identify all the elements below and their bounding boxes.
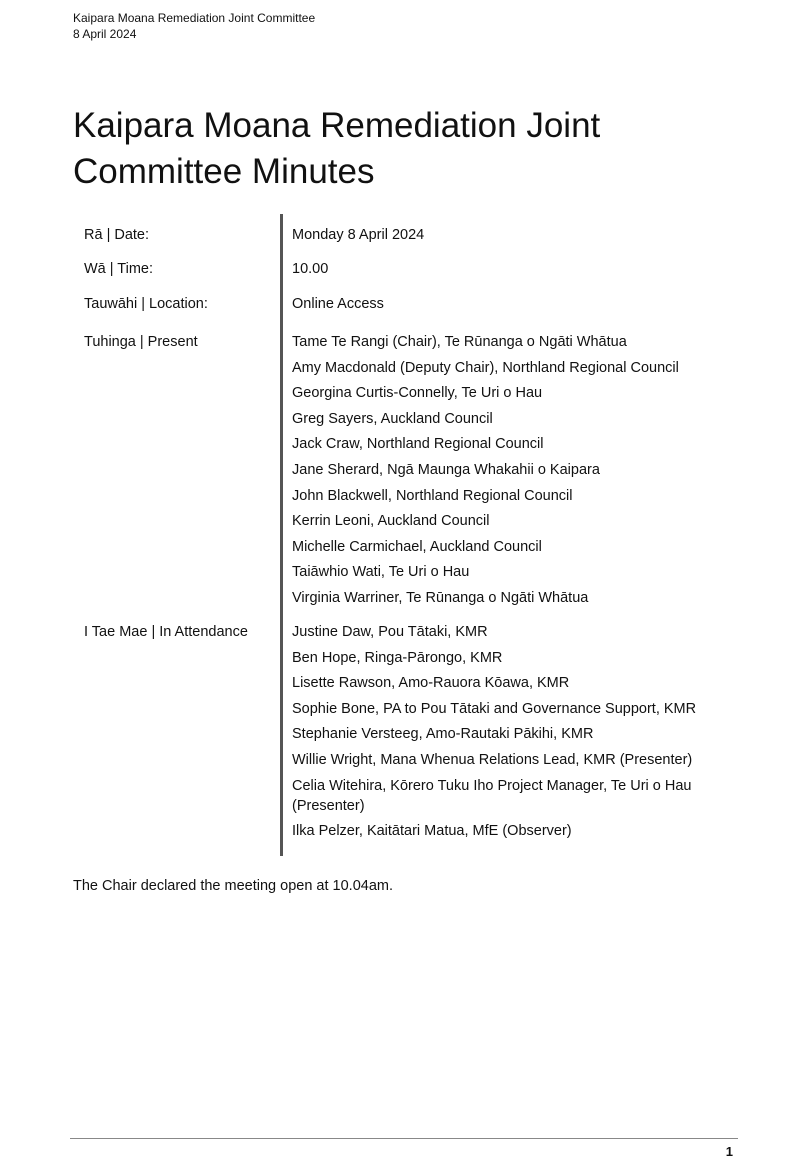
header-committee-name: Kaipara Moana Remediation Joint Committee	[73, 11, 316, 25]
attendee: Justine Daw, Pou Tātaki, KMR	[292, 624, 488, 640]
meeting-open-statement: The Chair declared the meeting open at 10.04am.	[73, 878, 394, 894]
meeting-details-table	[84, 214, 734, 856]
column-divider	[280, 214, 283, 856]
attendance-label: I Tae Mae | In Attendance	[84, 624, 248, 640]
attendee: Stephanie Versteeg, Amo-Rautaki Pākihi, KMR	[292, 726, 594, 743]
present-member: Tame Te Rangi (Chair), Te Rūnanga o Ngāti Whātua	[292, 334, 627, 350]
attendee: Ben Hope, Ringa-Pārongo, KMR	[292, 649, 503, 666]
time-value: 10.00	[292, 261, 329, 277]
present-member: Georgina Curtis-Connelly, Te Uri o Hau	[292, 385, 543, 402]
present-member: Taiāwhio Wati, Te Uri o Hau	[292, 564, 470, 581]
present-label: Tuhinga | Present	[84, 334, 198, 350]
document-title: Kaipara Moana Remediation Joint Committee Minutes	[73, 106, 601, 191]
attendee: Celia Witehira, Kōrero Tuku Iho Project Manager, Te Uri o Hau (Presenter)	[292, 777, 692, 814]
attendance-list	[292, 622, 712, 847]
date-value: Monday 8 April 2024	[292, 227, 425, 243]
time-label: Wā | Time:	[84, 261, 154, 277]
date-label: Rā | Date:	[84, 227, 150, 243]
present-list	[292, 332, 712, 614]
page-number: 1	[725, 1144, 733, 1159]
present-member: Greg Sayers, Auckland Council	[292, 410, 493, 427]
location-label: Tauwāhi | Location:	[84, 296, 208, 312]
present-member: Virginia Warriner, Te Rūnanga o Ngāti Whātua	[292, 589, 589, 606]
attendee: Ilka Pelzer, Kaitātari Matua, MfE (Observer)	[292, 823, 572, 840]
attendee: Willie Wright, Mana Whenua Relations Lead, KMR (Presenter)	[292, 751, 693, 768]
header-date: 8 April 2024	[73, 27, 137, 41]
present-member: Jack Craw, Northland Regional Council	[292, 436, 544, 453]
present-member: Jane Sherard, Ngā Maunga Whakahii o Kaipara	[292, 461, 600, 478]
attendee: Lisette Rawson, Amo-Rauora Kōawa, KMR	[292, 675, 570, 692]
footer-rule	[70, 1138, 738, 1139]
present-member: Michelle Carmichael, Auckland Council	[292, 538, 542, 555]
present-member: Amy Macdonald (Deputy Chair), Northland Regional Council	[292, 359, 679, 376]
present-member: Kerrin Leoni, Auckland Council	[292, 513, 490, 530]
running-header	[73, 10, 315, 42]
attendee: Sophie Bone, PA to Pou Tātaki and Governance Support, KMR	[292, 700, 697, 717]
present-member: John Blackwell, Northland Regional Council	[292, 487, 573, 504]
location-value: Online Access	[292, 296, 384, 312]
